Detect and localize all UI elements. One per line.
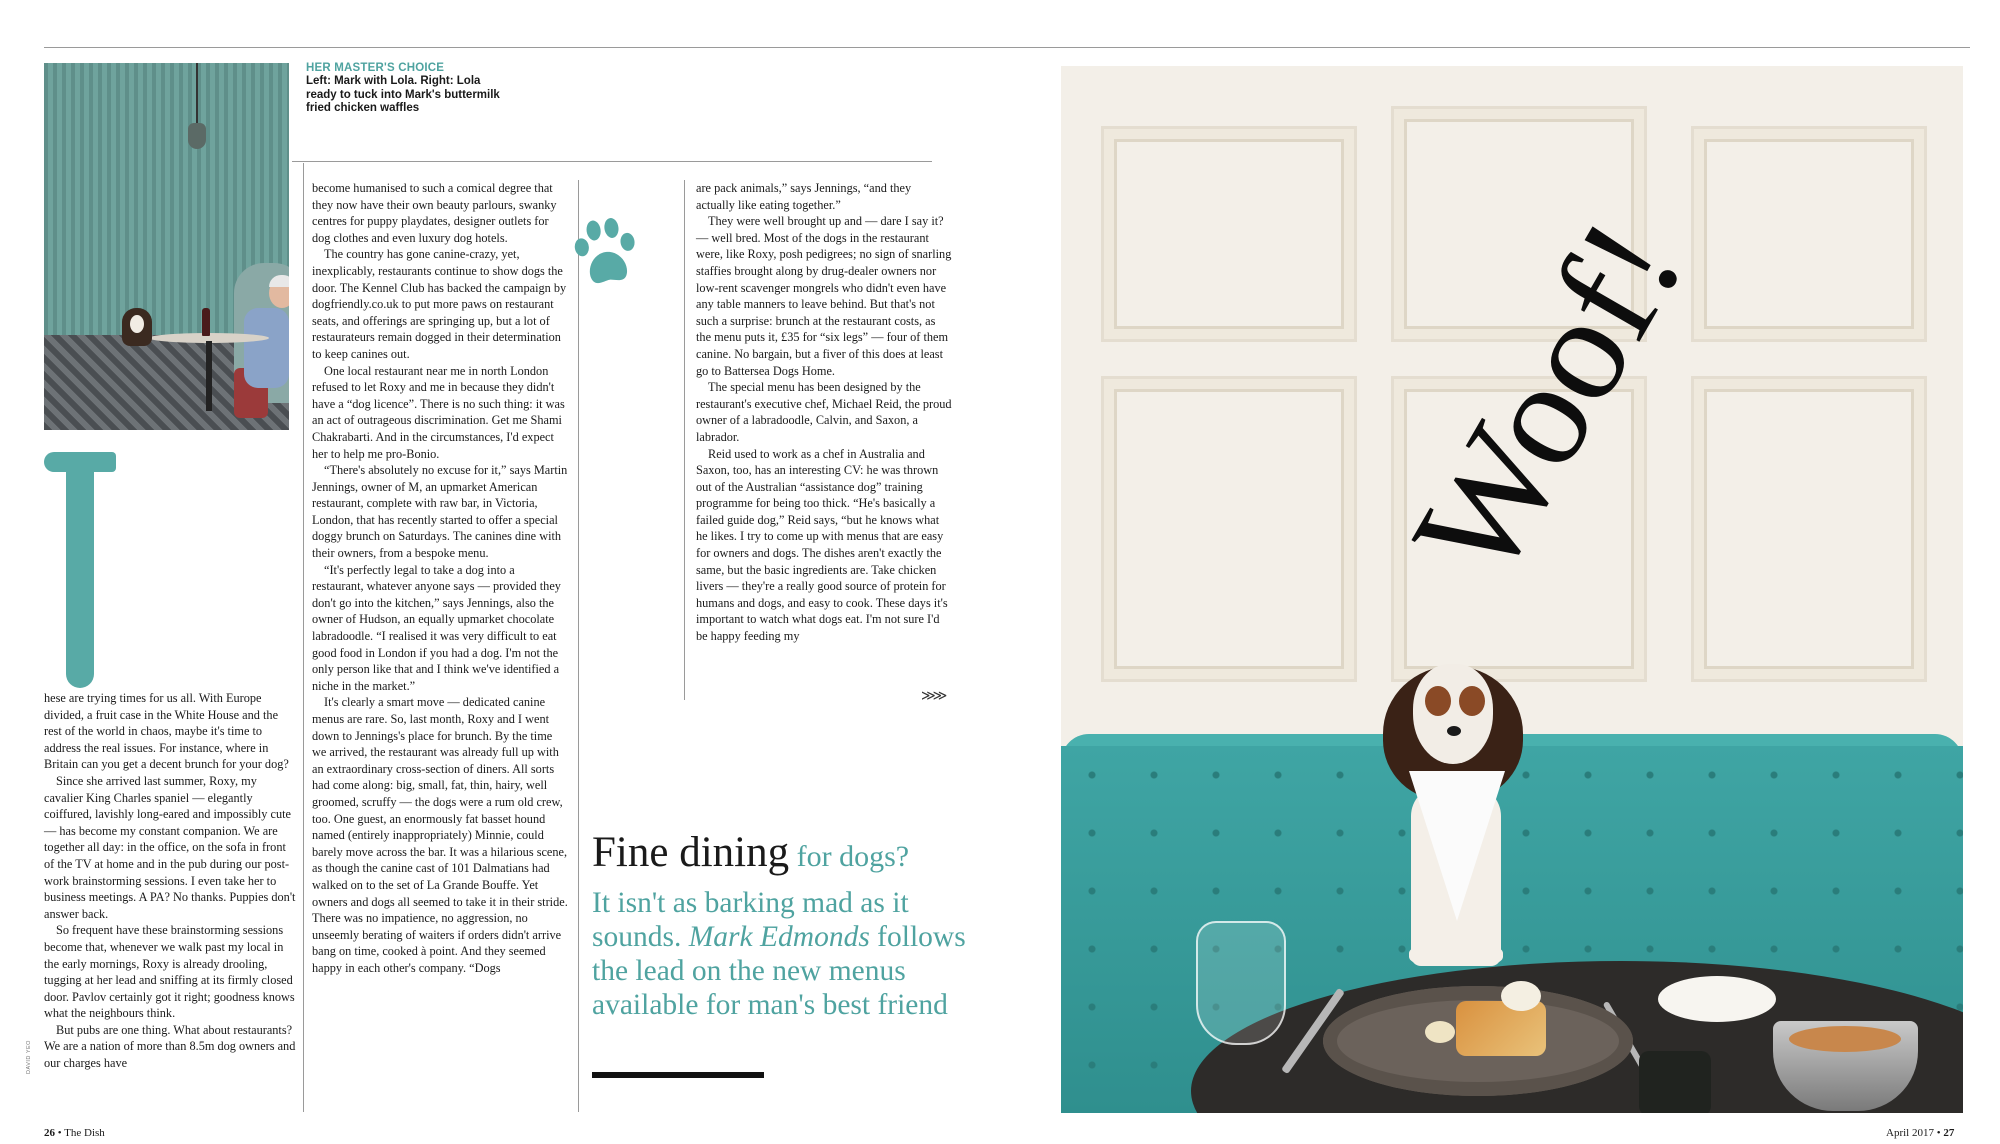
dog-paw — [1471, 946, 1503, 964]
paragraph: The special menu has been designed by the restaurant's executive chef, Michael Reid, the proud owner of a labradoodle, Calvin, and Saxon, a labrador. — [696, 380, 952, 444]
wall-panel — [1691, 376, 1927, 682]
butter-scoop — [1425, 1021, 1455, 1043]
dog-eye-patch — [1425, 686, 1451, 716]
paragraph: One local restaurant near me in north London refused to let Roxy and me in because they didn't have a “dog licence”. There is no such thing: it was an act of outrageous discrimination. Get me Shami Chakrabarti. And in the circumstances, I'd expect her to help me pro-Bonio. — [312, 363, 565, 461]
drop-cap-t — [44, 452, 116, 688]
paw-print-icon — [573, 218, 639, 290]
paragraph: They were well brought up and — dare I say it? — well bred. Most of the dogs in the restaurant were, like Roxy, posh pedigrees; no sign of snarling staffies brought along by drug-dealer owners nor low-rent scavenger mongrels who didn't even have any table manners to leave behind. But that's not such a surprise: brunch at the restaurant costs, as the menu puts it, £35 for “six legs” — four of them canine. No bargain, but a fiver of this does at least go to Battersea Dogs Home. — [696, 214, 952, 378]
column-rule — [303, 163, 304, 1112]
page-number: 27 — [1943, 1127, 1955, 1139]
paragraph: hese are trying times for us all. With Europe divided, a fruit case in the White House and the rest of the world in chaos, maybe it's time to address the real issues. For instance, where in Britain can you get a decent brunch for your dog? — [44, 691, 289, 772]
woof-title: Woof! — [1381, 194, 1715, 606]
paragraph: The country has gone canine-crazy, yet, inexplicably, restaurants continue to show dogs the door. The Kennel Club has backed the campaign by dogfriendly.co.uk to put more paws on restaurant seats, and offerings are springing up, but a lot of restaurateurs remain dogged in their determination to keep canines out. — [312, 247, 567, 361]
photo-credit: DAVID YEO — [26, 1040, 32, 1074]
paragraph: Since she arrived last summer, Roxy, my cavalier King Charles spaniel — elegantly coiffured, lavishly long-eared and impossibly cute — has become my constant companion. We are together all day: in the office, on the sofa in front of the TV at home and in the pub during our post-work brainstorming sessions. I even take her to business meetings. A PA? No thanks. Puppies don't answer back. — [44, 773, 296, 921]
side-plate — [1658, 976, 1776, 1022]
dog-eye-patch — [1459, 686, 1485, 716]
wall-panel — [1101, 126, 1357, 342]
headline-sub: for dogs? — [789, 840, 910, 873]
standfirst-start: It isn't as barking mad as it sounds. — [592, 887, 909, 953]
wine-glass — [1196, 921, 1286, 1045]
lamp-cord — [196, 63, 198, 123]
dog-paw — [1409, 946, 1441, 964]
top-rule — [44, 47, 1970, 48]
headline-main: Fine dining — [592, 829, 790, 876]
section-name: The Dish — [64, 1127, 105, 1139]
photo-caption — [306, 62, 506, 116]
drop-cap-stem — [66, 452, 94, 688]
issue-date: April 2017 — [1886, 1127, 1934, 1139]
paragraph: become humanised to such a comical degree that they now have their own beauty parlours, swanky centres for puppy playdates, designer outlets for dog clothes and even luxury dog hotels. — [312, 181, 557, 245]
paragraph: It's clearly a smart move — dedicated canine menus are rare. So, last month, Roxy and I went down to Jennings's place for brunch. By the time we arrived, the restaurant was already full up with an extraordinary cross-section of diners. All sorts had come along: big, small, fat, thin, hairy, well groomed, scruffy — the dogs were a rum old crew, too. One guest, an enormously fat basset hound named (entirely inappropriately) Minnie, could barely move across the bar. It was a hilarious scene, as though the canine cast of 101 Dalmatians had walked on to the set of La Grande Bouffe. Yet owners and dogs all seemed to take it in their stride. There was no impatience, no aggression, no unseemly berating of waiters if orders didn't arrive bang on time, cooked à point. And they seemed happy in each other's company. “Dogs — [312, 695, 568, 975]
headline — [592, 830, 972, 880]
wine-bottle — [202, 308, 210, 336]
standfirst — [592, 886, 972, 1022]
paragraph: “There's absolutely no excuse for it,” says Martin Jennings, owner of M, an upmarket American restaurant, complete with raw bar, in Victoria, London, that has recently started to offer a special doggy brunch on Saturdays. The canines dine with their owners, from a bespoke menu. — [312, 463, 568, 561]
caption-rule — [292, 161, 932, 162]
dog-treats — [1789, 1026, 1901, 1052]
standfirst-end: follows the lead on the new menus available for man's best friend — [592, 921, 966, 1021]
caption-kicker: HER MASTER'S CHOICE — [306, 62, 445, 74]
dog-head — [1413, 664, 1493, 764]
white-bandana — [1409, 771, 1505, 921]
headline-rule — [592, 1072, 764, 1078]
column-rule — [684, 180, 685, 700]
footer-right: April 2017 • 27 — [1886, 1127, 1955, 1139]
paragraph: are pack animals,” says Jennings, “and they actually like eating together.” — [696, 181, 912, 212]
wall-panel — [1691, 126, 1927, 342]
wall-panel — [1101, 376, 1357, 682]
article-column-2 — [312, 180, 568, 977]
lamp-shade — [188, 123, 206, 149]
headline-block — [592, 830, 972, 1022]
chicken-waffles — [1456, 1001, 1546, 1056]
dog-nose — [1447, 726, 1461, 736]
footer-left: 26 • The Dish — [44, 1127, 105, 1139]
egg-topping — [1501, 981, 1541, 1011]
paragraph: Reid used to work as a chef in Australia and Saxon, too, has an interesting CV: he was thrown out of the Australian “assistance dog” training programme for being too thick. “He's basically a failed guide dog,” Reid says, “but he knows what he likes. I try to come up with menus that are easy for owners and dogs. The dishes aren't exactly the same, but the basic ingredients are. Take chicken livers — they're a really good source of protein for humans and dogs, and easy to cook. These days it's important to watch what dogs eat. I'm not sure I'd be happy feeding my — [696, 446, 948, 644]
article-column-1 — [44, 690, 298, 1072]
table-leg — [206, 341, 212, 411]
page-number: 26 — [44, 1127, 55, 1139]
continue-arrow-icon: ≫≫ — [921, 688, 945, 704]
article-column-3 — [696, 180, 952, 645]
paragraph: But pubs are one thing. What about restaurants? We are a nation of more than 8.5m dog owners and our charges have — [44, 1022, 296, 1071]
dog-face — [130, 315, 144, 333]
man-body — [244, 308, 289, 388]
caption-text: Left: Mark with Lola. Right: Lola ready to tuck into Mark's buttermilk fried chicken waffles — [306, 75, 500, 114]
column-rule — [578, 180, 579, 1112]
candle-holder — [1639, 1051, 1711, 1113]
byline-author: Mark Edmonds — [688, 921, 870, 953]
paragraph: So frequent have these brainstorming sessions become that, whenever we walk past my local in the early mornings, Roxy is already drooling, tugging at her lead and sniffing at its firmly closed door. Pavlov certainly got it right; goodness knows what the neighbours think. — [44, 923, 295, 1021]
paragraph: “It's perfectly legal to take a dog into a restaurant, whatever anyone says — provided they don't go into the kitchen,” says Jennings, also the owner of Hudson, an equally upmarket chocolate labradoodle. “I realised it was very difficult to eat good food in London if you had a dog. I'm not the only person like that and I think we've identified a niche in the market.” — [312, 562, 561, 693]
photo-mark-with-dog — [44, 63, 289, 430]
